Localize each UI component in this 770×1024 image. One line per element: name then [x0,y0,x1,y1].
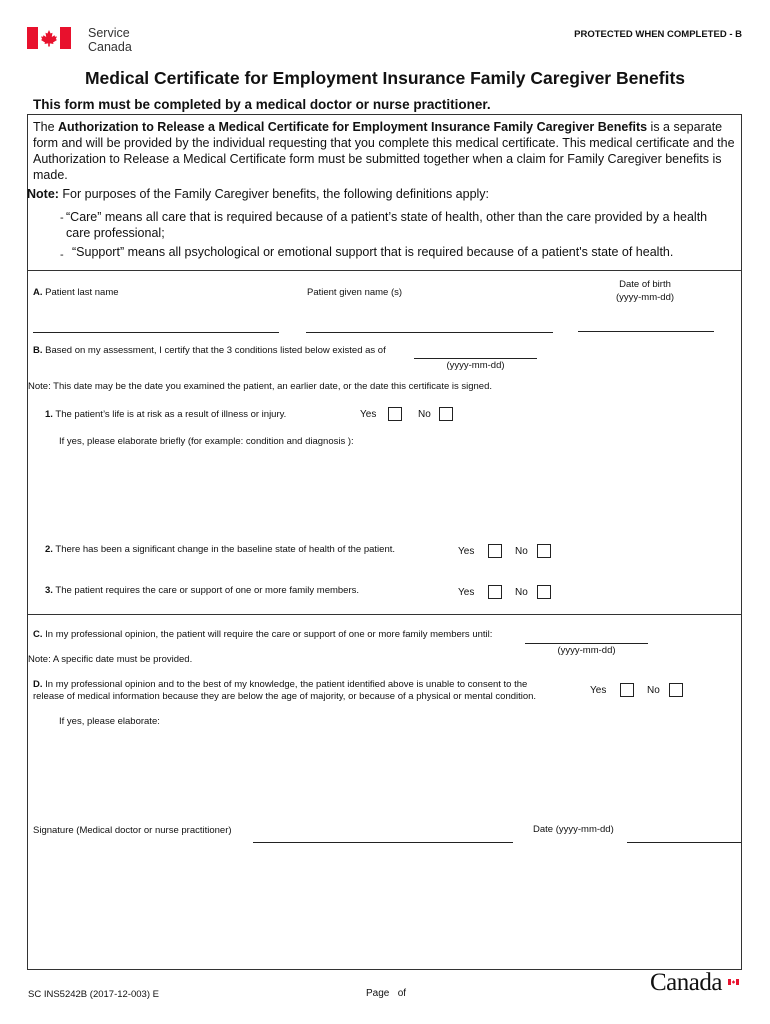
definition-support-dash: - [60,249,64,261]
condition-1-no-checkbox[interactable] [439,407,453,421]
intro-post: is a separate form and will be provided by the individual requesting that you complete this medical certificate. This medical certificate and the Authorization to Release a Medical Certificate form must be submitted together when a claim for Family Caregiver benefits is made. [33,120,735,182]
condition-3-yes-label: Yes [458,587,475,598]
condition-3-yes-checkbox[interactable] [488,585,502,599]
dob-label-line1: Date of birth [619,279,671,290]
condition-2-label [45,544,395,555]
section-d-text1: In my professional opinion and to the best of my knowledge, the patient identified above is unable to consent to the [42,679,528,690]
department-name-line2: Canada [88,40,132,54]
section-b-statement [33,345,386,356]
section-d-no-label: No [647,685,660,696]
section-d-elaborate-area[interactable] [58,730,728,810]
section-b-letter: B. [33,345,43,356]
condition-1-text: The patient’s life is at risk as a result of illness or injury. [52,409,287,420]
dob-label-line2: (yyyy-mm-dd) [615,292,675,303]
canada-flag-icon [27,27,71,49]
definition-care-dash: - [60,212,64,224]
patient-given-name-label: Patient given name (s) [307,287,403,298]
condition-1-elaborate-area[interactable] [58,450,728,535]
section-c-date-format: (yyyy-mm-dd) [557,645,616,656]
patient-last-name-label [33,287,119,298]
form-title: Medical Certificate for Employment Insurance Family Caregiver Benefits [84,68,686,88]
condition-2-no-checkbox[interactable] [537,544,551,558]
protected-label: PROTECTED WHEN COMPLETED - B [574,29,742,40]
intro-pre: The [33,120,59,134]
section-a-letter: A. [33,287,43,298]
condition-1-elaborate-label: If yes, please elaborate briefly (for example: condition and diagnosis ): [59,436,354,447]
condition-2-number: 2. [45,544,53,555]
section-b-divider [27,614,742,615]
condition-1-no-label: No [418,409,431,420]
note-label: Note: [27,187,59,201]
condition-3-no-checkbox[interactable] [537,585,551,599]
condition-2-text: There has been a significant change in the baseline state of health of the patient. [52,544,396,555]
condition-3-text: The patient requires the care or support of one or more family members. [52,585,360,596]
condition-3-number: 3. [45,585,53,596]
patient-last-name-field[interactable] [33,332,279,333]
signature-label: Signature (Medical doctor or nurse practitioner) [33,825,232,836]
condition-2-yes-label: Yes [458,546,475,557]
condition-1-yes-checkbox[interactable] [388,407,402,421]
note-line [27,187,489,201]
intro-divider [27,270,742,271]
date-of-birth-field[interactable] [578,331,714,332]
section-b-date-field[interactable] [414,358,537,359]
section-d-yes-label: Yes [590,685,607,696]
section-c-letter: C. [33,629,43,640]
signature-date-field[interactable] [627,842,741,843]
section-c-date-field[interactable] [525,643,648,644]
form-subtitle: This form must be completed by a medical doctor or nurse practitioner. [33,97,491,112]
canada-wordmark-text: Canada [650,969,722,996]
section-d-elaborate-label: If yes, please elaborate: [59,716,160,727]
condition-2-no-label: No [515,546,528,557]
wordmark-flag-icon [728,972,739,978]
condition-1-number: 1. [45,409,53,420]
condition-2-yes-checkbox[interactable] [488,544,502,558]
form-identifier: SC INS5242B (2017-12-003) E [28,989,159,1000]
condition-3-label [45,585,359,596]
definition-care: “Care” means all care that is required because of a patient’s state of health, other than the care provided by a health care professional; [66,210,708,240]
page-number: Page of [366,988,407,999]
section-c-note: Note: A specific date must be provided. [28,654,193,665]
department-name-line1: Service [88,26,130,40]
intro-bold-form-name: Authorization to Release a Medical Certificate for Employment Insurance Family Caregiver Benefits [58,120,648,134]
section-b-note: Note: This date may be the date you examined the patient, an earlier date, or the date this certificate is signed. [28,381,493,392]
signature-field[interactable] [253,842,513,843]
note-text: For purposes of the Family Caregiver benefits, the following definitions apply: [58,187,490,201]
section-b-date-format: (yyyy-mm-dd) [446,360,505,371]
section-d-statement-line2: release of medical information because they are below the age of majority, or because of a physical or mental condition. [33,691,537,702]
last-name-text: Patient last name [42,287,119,298]
condition-1-yes-label: Yes [360,409,377,420]
section-d-letter: D. [33,679,43,690]
patient-given-name-field[interactable] [306,332,553,333]
section-d-no-checkbox[interactable] [669,683,683,697]
intro-paragraph [33,119,739,183]
section-d-statement-line1 [33,679,527,690]
condition-3-no-label: No [515,587,528,598]
signature-date-label: Date (yyyy-mm-dd) [533,824,614,835]
definition-support: “Support” means all psychological or emotional support that is required because of a patient's state of health. [72,245,674,259]
section-d-yes-checkbox[interactable] [620,683,634,697]
section-c-text: In my professional opinion, the patient will require the care or support of one or more family members until: [42,629,493,640]
section-b-text: Based on my assessment, I certify that the 3 conditions listed below existed as of [42,345,386,356]
section-c-statement [33,629,492,640]
condition-1-label [45,409,286,420]
canada-wordmark [650,968,742,998]
